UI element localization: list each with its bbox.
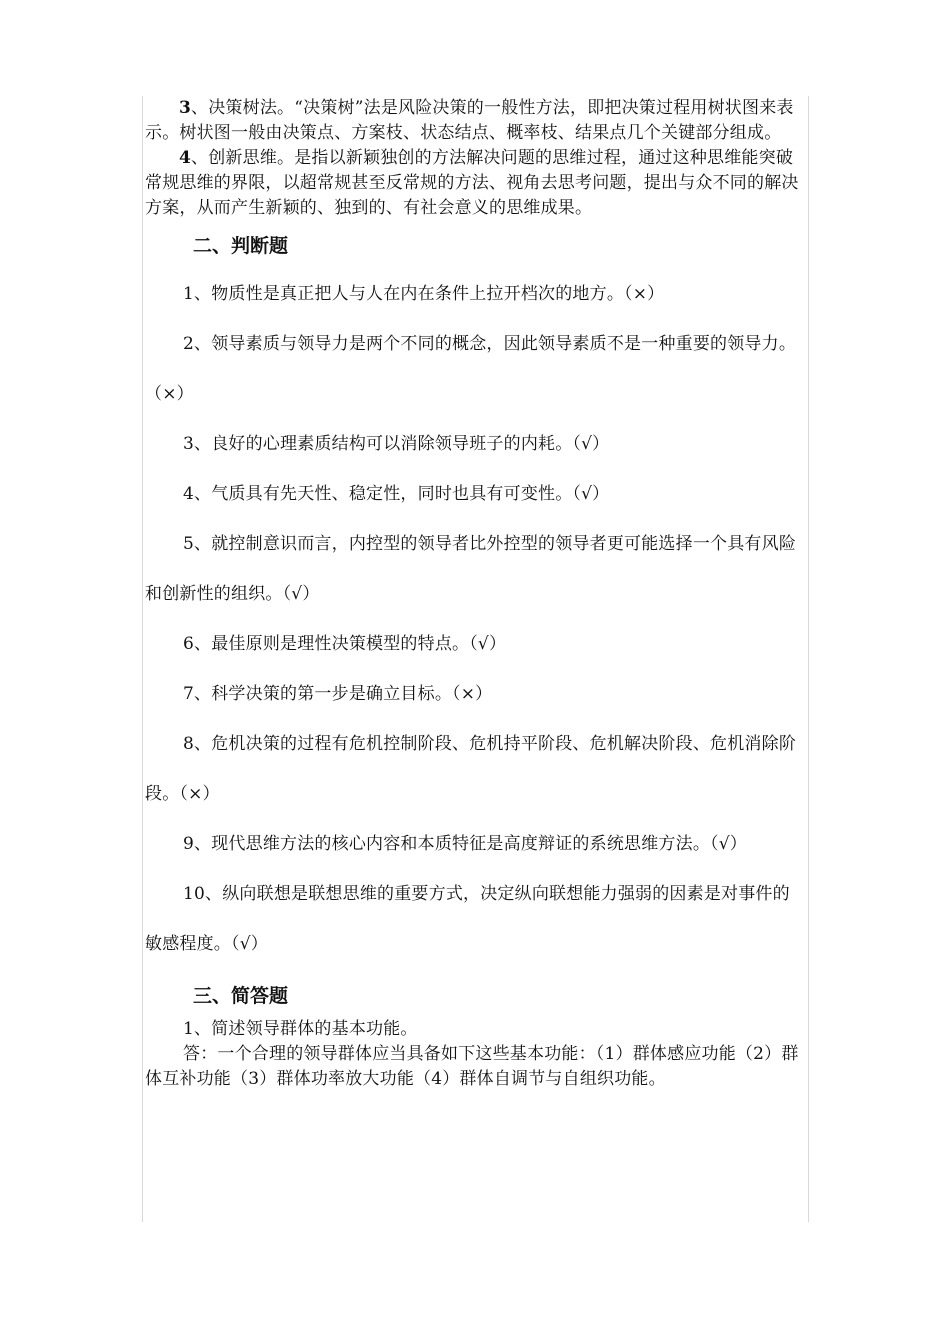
term-text: 、创新思维。是指以新颖独创的方法解决问题的思维过程，通过这种思维能突破常规思维的界限，以超常规甚至反常规的方法、视角去思考问题，提出与众不同的解决方案，从而产生新颖的、独到的、有社会意义的思维成果。 xyxy=(145,148,799,218)
term-text: 、决策树法。“决策树”法是风险决策的一般性方法，即把决策过程用树状图来表示。树状图一般由决策点、方案枝、状态结点、概率枝、结果点几个关键部分组成。 xyxy=(145,98,794,143)
term-number: 3 xyxy=(179,98,192,118)
list-item: 7、科学决策的第一步是确立目标。（×） xyxy=(183,684,493,704)
page-border-left xyxy=(142,96,143,1222)
answer-text: 答：一个合理的领导群体应当具备如下这些基本功能：（1）群体感应功能（2）群体互补功能（3）群体功率放大功能（4）群体自调节与自组织功能。 xyxy=(145,1044,799,1089)
list-item: 1、物质性是真正把人与人在内在条件上拉开档次的地方。（×） xyxy=(183,284,665,304)
list-item: 9、现代思维方法的核心内容和本质特征是高度辩证的系统思维方法。（√） xyxy=(183,834,747,854)
document-page xyxy=(145,96,807,1092)
list-item: 2、领导素质与领导力是两个不同的概念，因此领导素质不是一种重要的领导力。（×） xyxy=(145,334,797,404)
section-title-true-false: 二、判断题 xyxy=(193,235,289,257)
term-paragraph xyxy=(145,96,807,146)
term-paragraph xyxy=(145,146,807,221)
list-item: 4、气质具有先天性、稳定性，同时也具有可变性。（√） xyxy=(183,484,610,504)
list-item: 3、良好的心理素质结构可以消除领导班子的内耗。（√） xyxy=(183,434,610,454)
term-number: 4 xyxy=(179,148,192,168)
list-item: 8、危机决策的过程有危机控制阶段、危机持平阶段、危机解决阶段、危机消除阶段。（×） xyxy=(145,734,797,804)
list-item: 5、就控制意识而言，内控型的领导者比外控型的领导者更可能选择一个具有风险和创新性的组织。（√） xyxy=(145,534,797,604)
page-border-right xyxy=(808,96,809,1222)
list-item: 6、最佳原则是理性决策模型的特点。（√） xyxy=(183,634,507,654)
section-title-short-answer: 三、简答题 xyxy=(193,985,289,1007)
question-text: 1、简述领导群体的基本功能。 xyxy=(183,1019,418,1039)
list-item: 10、纵向联想是联想思维的重要方式，决定纵向联想能力强弱的因素是对事件的敏感程度。（√） xyxy=(145,884,790,954)
true-false-list xyxy=(145,269,807,969)
